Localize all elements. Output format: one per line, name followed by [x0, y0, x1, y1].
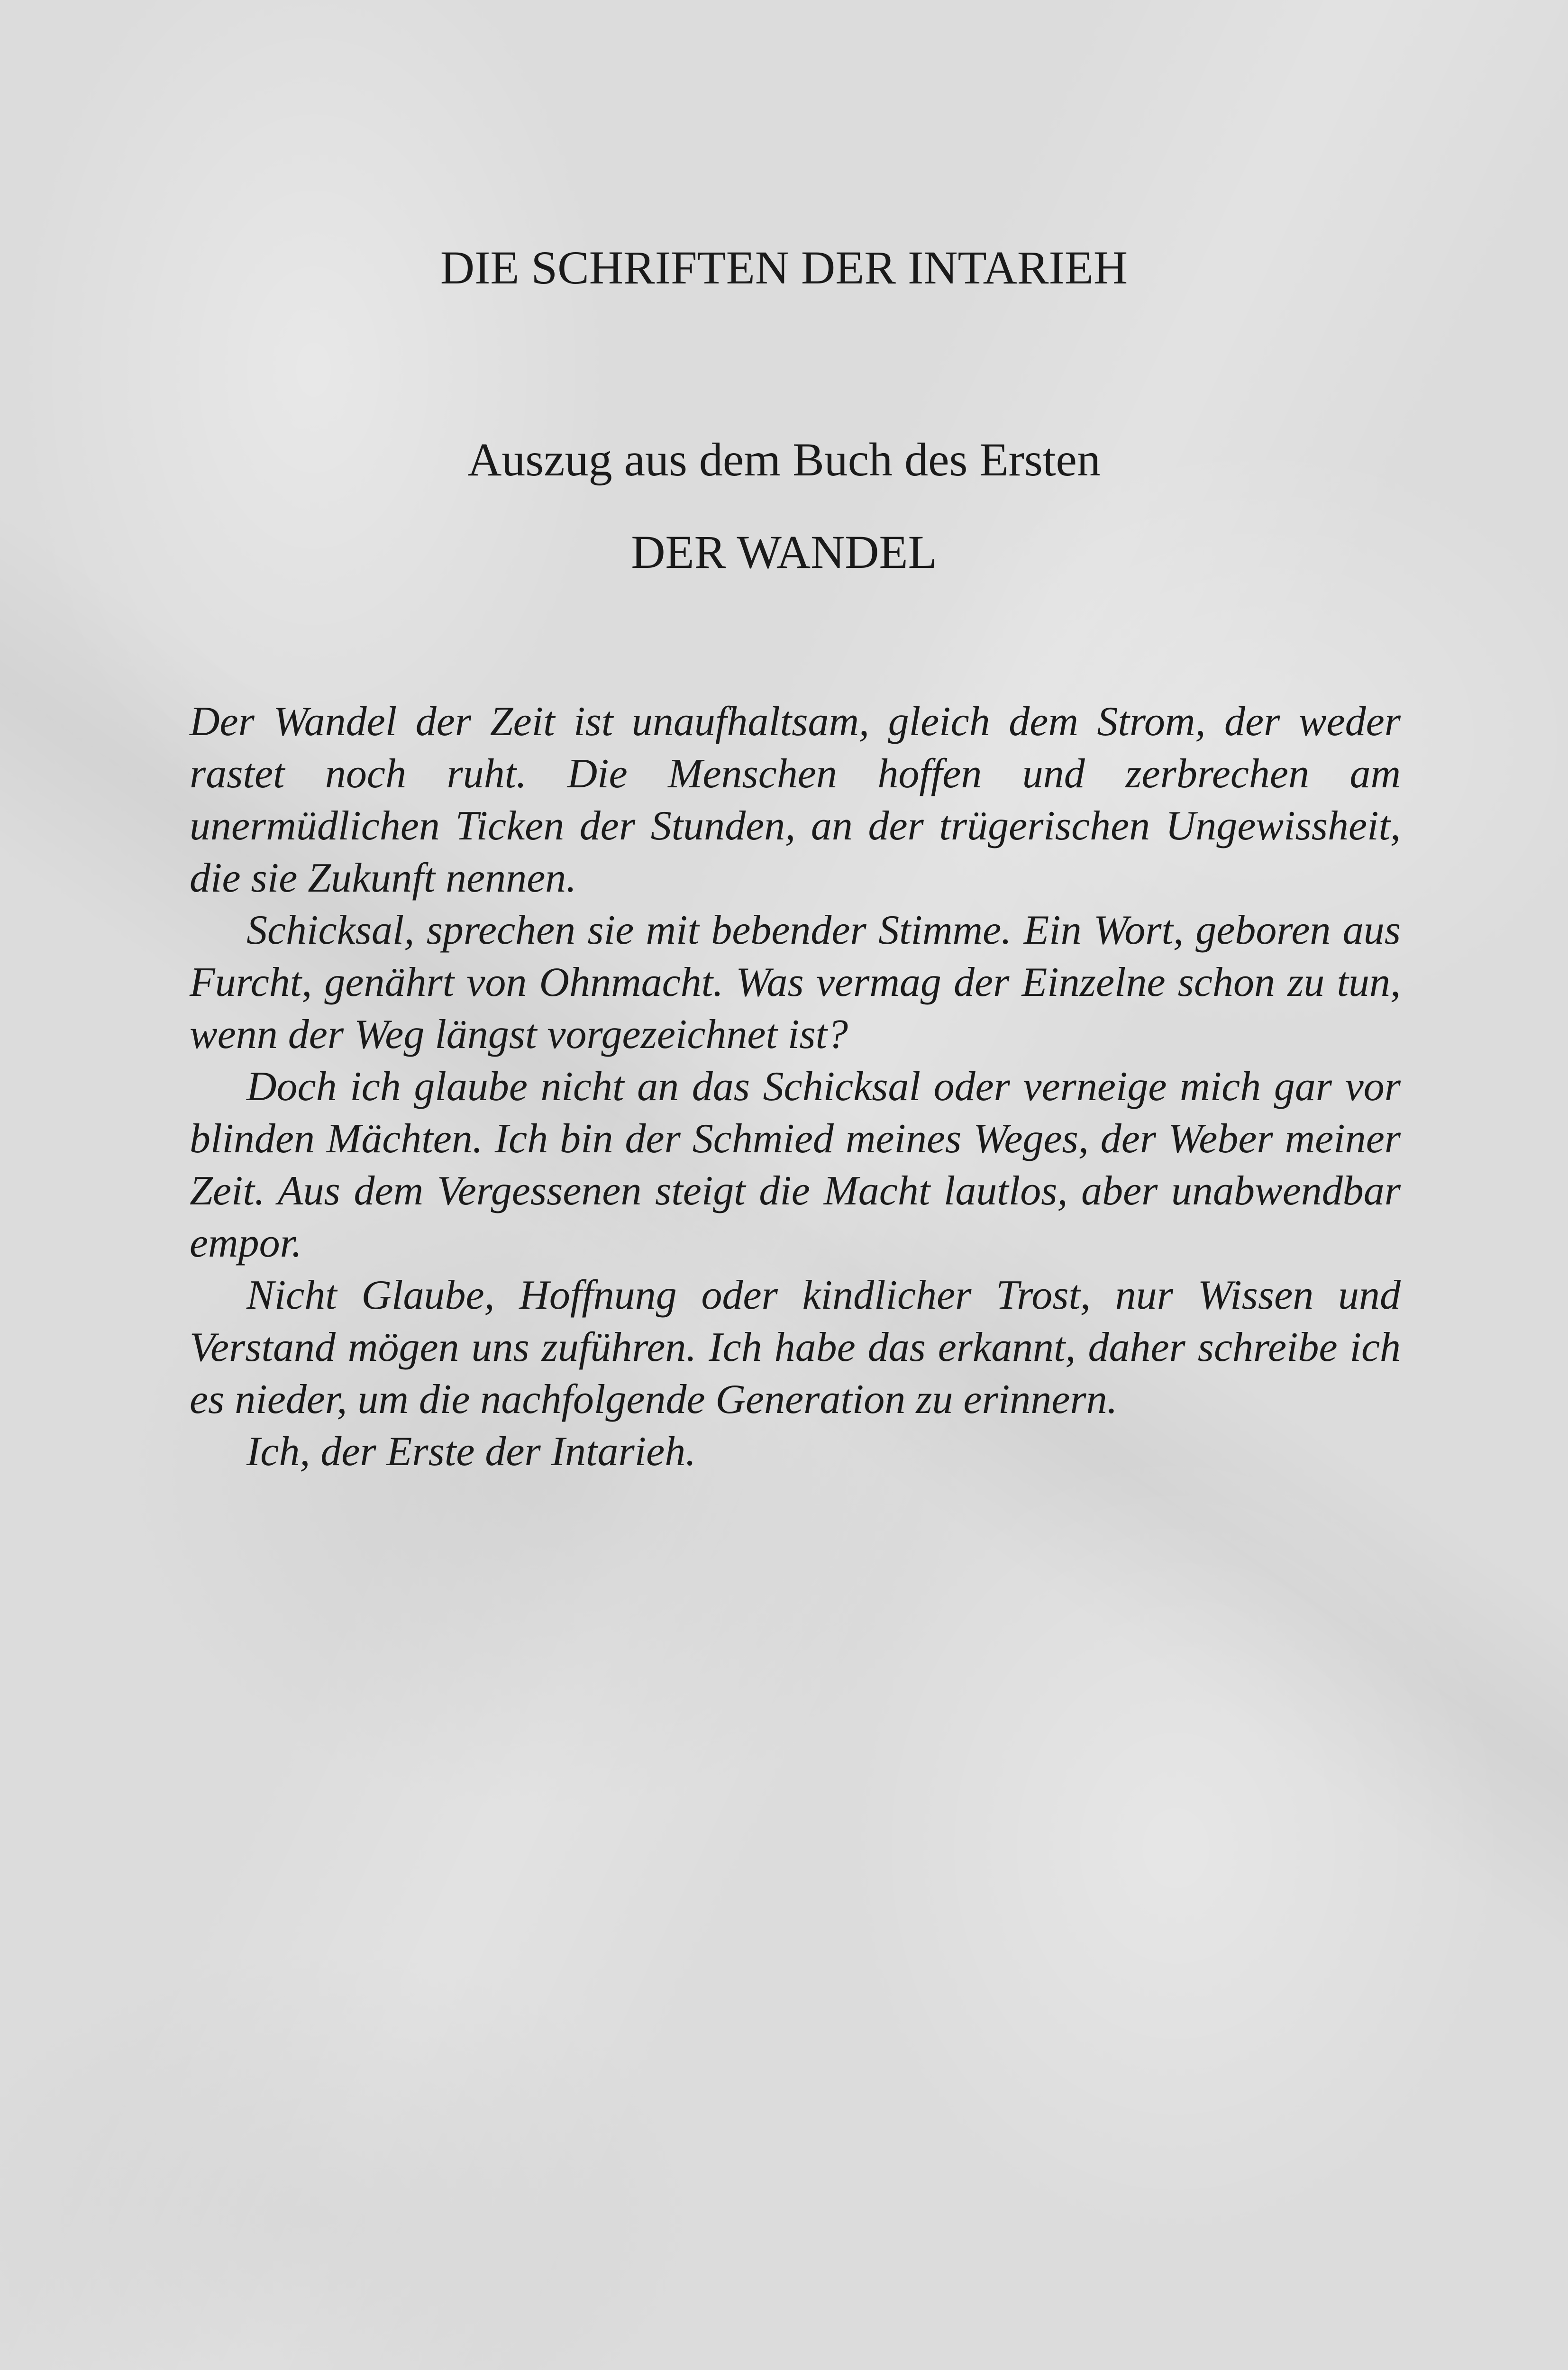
paragraph-3: Doch ich glaube nicht an das Schicksal oder verneige mich gar vor blinden Mächten. Ich bin der Schmied meines Weges, der Weber meiner Zeit. Aus dem Vergessenen steigt die Macht lautlos, aber unabwendbar empor. [190, 1064, 1401, 1266]
paragraph-1: Der Wandel der Zeit ist unaufhaltsam, gleich dem Strom, der weder rastet noch ruht. Die Menschen hoffen und zerbrechen am unermüdlichen Ticken der Stunden, an der trügerischen Ungewissheit, die sie Zukunft nennen. [190, 699, 1401, 901]
body-text [190, 696, 1401, 1478]
paragraph-2: Schicksal, sprechen sie mit bebender Stimme. Ein Wort, geboren aus Furcht, genährt von Ohnmacht. Was vermag der Einzelne schon zu tun, wenn der Weg längst vorgezeichnet ist? [190, 907, 1401, 1057]
paragraph-signature: Ich, der Erste der Intarieh. [246, 1429, 696, 1475]
chapter-title: DER WANDEL [631, 526, 937, 578]
paragraph-4: Nicht Glaube, Hoffnung oder kindlicher Trost, nur Wissen und Verstand mögen uns zuführen. Ich habe das erkannt, daher schreibe ich es nieder, um die nachfolgende Generation zu erinnern. [190, 1272, 1401, 1422]
excerpt-subtitle: Auszug aus dem Buch des Ersten [467, 433, 1101, 486]
series-title: DIE SCHRIFTEN DER INTARIEH [440, 241, 1128, 294]
